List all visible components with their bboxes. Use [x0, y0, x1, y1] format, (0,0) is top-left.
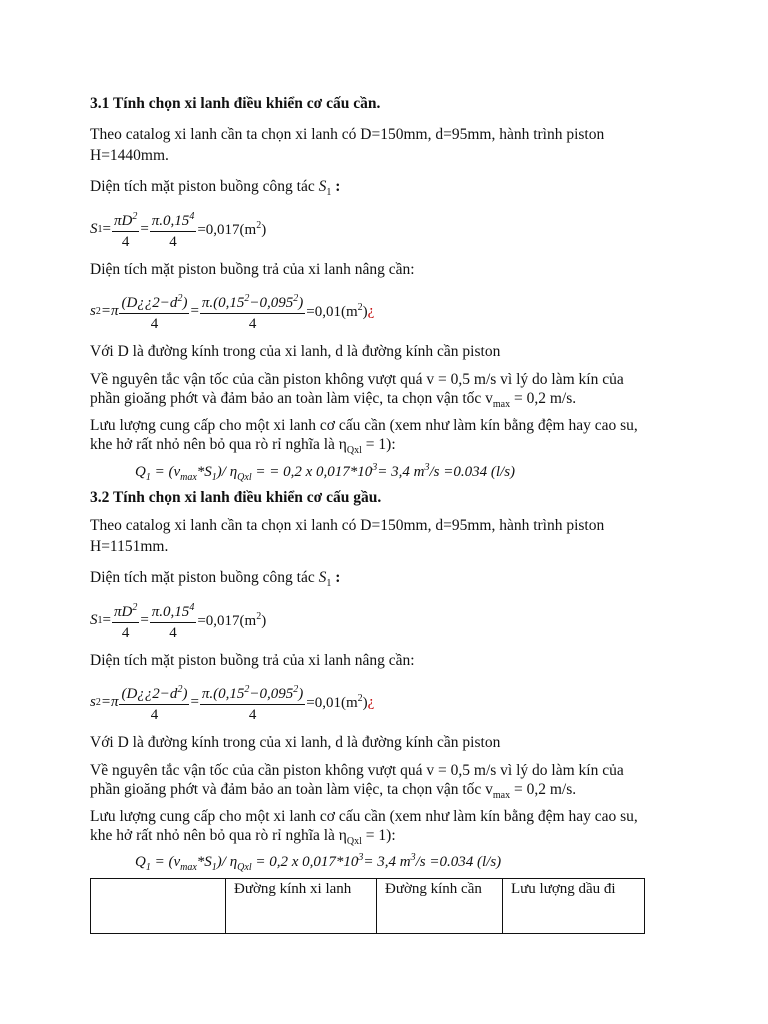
summary-table [90, 878, 645, 934]
table-header-oil-flow: Lưu lượng dầu đi [503, 879, 645, 934]
flow-text-cont: khe hở rất nhỏ nên bỏ qua rò rỉ nghĩa là $\eta_{Qxl} = 1$): [90, 436, 396, 457]
where-text: Với D là đường kính trong của xi lanh, d là đường kính cần piston [90, 734, 501, 751]
table-row [91, 879, 645, 934]
principle-text-cont: phần gioăng phớt và đảm bảo an toàn làm việc, ta chọn vận tốc $v_{max} = 0,2$ m/s. [90, 390, 577, 411]
equation-s2: s 2 =π $\frac{(D¿¿2-d^2)}{4}$ = $\frac{\pi.(0,15^2-0,095^2)}{4}$ $=0,01(m^2)$ ¿ [90, 290, 374, 333]
flow-formula: $Q_1 = (v_{max}*S_1)/$ $\eta_{Qxl} = 0,2$ x $0,017*10^3= 3,4$ $m^3/s =0.034$ (l/s) [135, 852, 502, 873]
equation-s1: S 1 = $\frac{\pi D^2}{4}$ = $\frac{\pi.0,15^4}{4}$ $=0,017(m^2)$ [90, 208, 266, 251]
principle-text: Về nguyên tắc vận tốc của cần piston không vượt quá v = 0,5 m/s vì lý do làm kín của [90, 762, 624, 779]
table-cell [91, 879, 226, 934]
area-work-label: Diện tích mặt piston buồng công tác $S_1$ : [90, 569, 341, 590]
area-work-label: Diện tích mặt piston buồng công tác $S_1$ : [90, 178, 341, 199]
flow-text-cont: khe hở rất nhỏ nên bỏ qua rò rỉ nghĩa là $\eta_{Qxl} = 1$): [90, 827, 396, 848]
catalog-text-cont: H=1151mm. [90, 538, 169, 555]
principle-text: Về nguyên tắc vận tốc của cần piston không vượt quá v = 0,5 m/s vì lý do làm kín của [90, 371, 624, 388]
table-header-rod-diameter: Đường kính cần [377, 879, 503, 934]
section-heading-3-2: 3.2 Tính chọn xi lanh điều khiển cơ cấu gầu. [90, 489, 382, 506]
where-text: Với D là đường kính trong của xi lanh, d là đường kính cần piston [90, 343, 501, 360]
catalog-text-cont: H=1440mm. [90, 147, 169, 164]
flow-text: Lưu lượng cung cấp cho một xi lanh cơ cấu cần (xem như làm kín bằng đệm hay cao su, [90, 417, 638, 434]
flow-text: Lưu lượng cung cấp cho một xi lanh cơ cấu cần (xem như làm kín bằng đệm hay cao su, [90, 808, 638, 825]
flow-formula: $Q_1 = (v_{max}*S_1)/$ $\eta_{Qxl}$ = = 0,2 x $0,017*10^3= 3,4$ $m^3/s =0.034$ (l/s) [135, 462, 516, 483]
table-header-cylinder-diameter: Đường kính xi lanh [226, 879, 377, 934]
catalog-text: Theo catalog xi lanh cần ta chọn xi lanh có D=150mm, d=95mm, hành trình piston [90, 126, 605, 143]
area-return-label: Diện tích mặt piston buồng trả của xi lanh nâng cần: [90, 652, 415, 669]
area-return-label: Diện tích mặt piston buồng trả của xi lanh nâng cần: [90, 261, 415, 278]
catalog-text: Theo catalog xi lanh cần ta chọn xi lanh có D=150mm, d=95mm, hành trình piston [90, 517, 605, 534]
equation-s1: S 1 = $\frac{\pi D^2}{4}$ = $\frac{\pi.0,15^4}{4}$ $=0,017(m^2)$ [90, 599, 266, 642]
equation-s2: s 2 =π $\frac{(D¿¿2-d^2)}{4}$ = $\frac{\pi.(0,15^2-0,095^2)}{4}$ $=0,01(m^2)$ ¿ [90, 681, 374, 724]
section-heading-3-1: 3.1 Tính chọn xi lanh điều khiển cơ cấu cần. [90, 95, 381, 112]
principle-text-cont: phần gioăng phớt và đảm bảo an toàn làm việc, ta chọn vận tốc $v_{max} = 0,2$ m/s. [90, 781, 577, 802]
